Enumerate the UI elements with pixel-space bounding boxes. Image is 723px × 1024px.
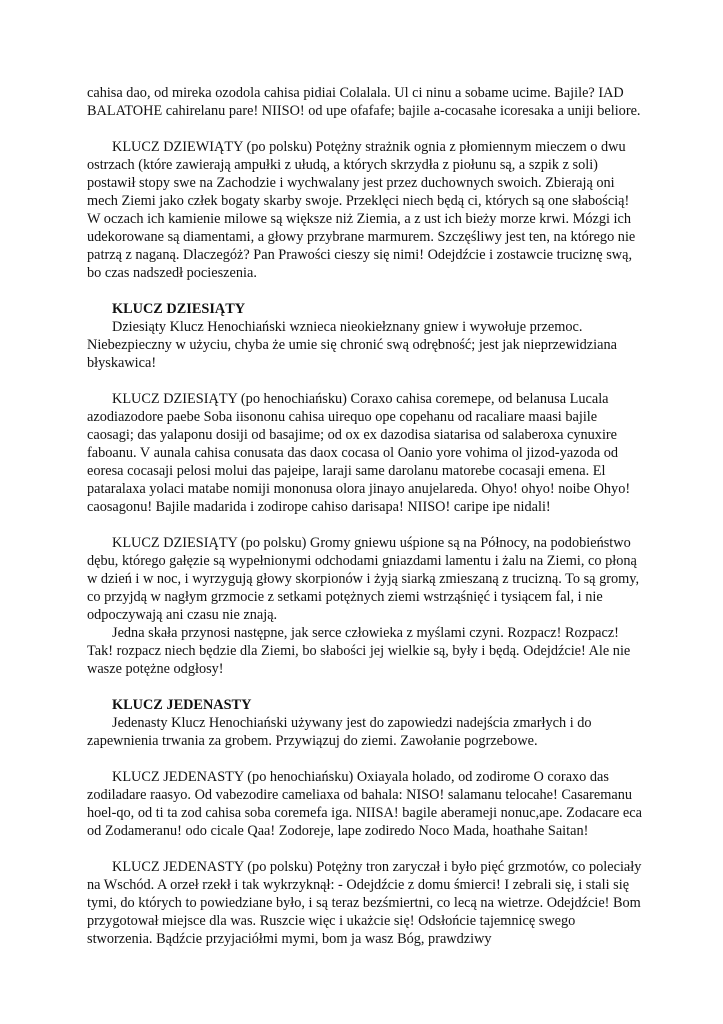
paragraph-key-ten-enochian: KLUCZ DZIESIĄTY (po henochiańsku) Coraxo cahisa coremepe, od belanusa Lucala azodiazodore paebe Soba iisononu cahisa uirequo ope copehanu od racaliare maasi bajile caosagi; das yalaponu dosiji od basajime; od ox ex dazodisa siatarisa od salaberoxa cynuxire faboanu. V aunala cahisa conusata das daox cocasa ol Oanio yore vohima ol jizod-yazoda od eoresa cocasaji pelosi molui das pajeipe, laraji same darolanu matorebe cocasaji emena. El pataralaxa yolaci matabe nomiji mononusa olora jinayo anujelareda. Ohyo! ohyo! noibe Ohyo! caosagonu! Bajile madarida i zodirope cahiso darisapa! NIISO! caripe ipe nidali! bbox=[87, 391, 631, 515]
paragraph-key-ten-polish: KLUCZ DZIESIĄTY (po polsku) Gromy gniewu uśpione są na Północy, na podobieństwo dębu, którego gałęzie są wypełnionymi odchodami gniazdami lamentu i żalu na Ziemi, co płoną w dzień i w noc, i wyrzygują głowy skorpionów i żyją siarką zmieszaną z trucizną. To są gromy, co przyjdą w nagłym grzmocie z setkami potężnych ziemi wstrząśnięć i tysiącem fal, i nie odpoczywają ani czasu nie znają. bbox=[87, 535, 640, 623]
paragraph-key-eleven-enochian: KLUCZ JEDENASTY (po henochiańsku) Oxiayala holado, od zodirome O coraxo das zodiladare raasyo. Od vabezodire cameliaxa od bahala: NISO! salamanu telocahe! Casaremanu hoel-qo, od ti ta zod cahisa soba coremefa iga. NIISA! bagile aberameji nonuc,ape. Zodacare eca od Zodameranu! odo cicale Qaa! Zodoreje, lape zodiredo Noco Mada, hoathahe Saitan! bbox=[87, 769, 642, 839]
paragraph-key-eleven-polish: KLUCZ JEDENASTY (po polsku) Potężny tron zaryczał i było pięć grzmotów, co poleciały na Wschód. A orzeł rzekł i tak wykrzyknął: - Odejdźcie z domu śmierci! I zebrali się, i stali się tymi, do których to powiedziane było, i są teraz bezśmiertni, co lecą na wietrze. Odejdźcie! Bom przygotował miejsce dla was. Ruszcie więc i ukażcie się! Odsłońcie tajemnicę swego stworzenia. Bądźcie przyjaciółmi mymi, bom ja wasz Bóg, prawdziwy bbox=[87, 859, 642, 947]
paragraph-key-eleven-description: Jedenasty Klucz Henochiański używany jest do zapowiedzi nadejścia zmarłych i do zapewnienia trwania za grobem. Przywiązuj do ziemi. Zawołanie pogrzebowe. bbox=[87, 715, 592, 749]
paragraph-key-ten-description: Dziesiąty Klucz Henochiański wznieca nieokiełznany gniew i wywołuje przemoc. Niebezpieczny w użyciu, chyba że umie się chronić swą odrębność; jest jak nieprzewidziana błyskawica! bbox=[87, 319, 617, 371]
heading-key-ten: KLUCZ DZIESIĄTY bbox=[112, 301, 246, 317]
heading-key-eleven: KLUCZ JEDENASTY bbox=[112, 697, 252, 713]
document-page bbox=[87, 84, 643, 948]
paragraph-key-nine-polish: KLUCZ DZIEWIĄTY (po polsku) Potężny strażnik ognia z płomiennym mieczem o dwu ostrzach (które zawierają ampułki z ułudą, a których skrzydła z piołunu są, a szpik z soli) postawił stopy swe na Zachodzie i wychwalany jest przez duchownych swoich. Zbierają oni mech Ziemi jako człek bogaty skarby swoje. Przeklęci niech będą ci, których są one słabością! W oczach ich kamienie milowe są większe niż Ziemia, a z ust ich bieży morze krwi. Mózgi ich udekorowane są diamentami, a głowy przybrane marmurem. Szczęśliwy jest ten, na którego nie patrzą z naganą. Dlaczegóż? Pan Prawości cieszy się nimi! Odejdźcie i zostawcie truciznę swą, bo czas nadszedł pocieszenia. bbox=[87, 139, 636, 281]
paragraph-key-ten-polish-continued: Jedna skała przynosi następne, jak serce człowieka z myślami czyni. Rozpacz! Rozpacz! Tak! rozpacz niech będzie dla Ziemi, bo słabości jej wielkie są, były i będą. Odejdźcie! Ale nie wasze potężne odgłosy! bbox=[87, 625, 631, 677]
paragraph-continued: cahisa dao, od mireka ozodola cahisa pidiai Colalala. Ul ci ninu a sobame ucime. Bajile? IAD BALATOHE cahirelanu pare! NIISO! od upe ofafafe; bajile a-cocasahe icoresaka a uniji beliore. bbox=[87, 85, 641, 119]
